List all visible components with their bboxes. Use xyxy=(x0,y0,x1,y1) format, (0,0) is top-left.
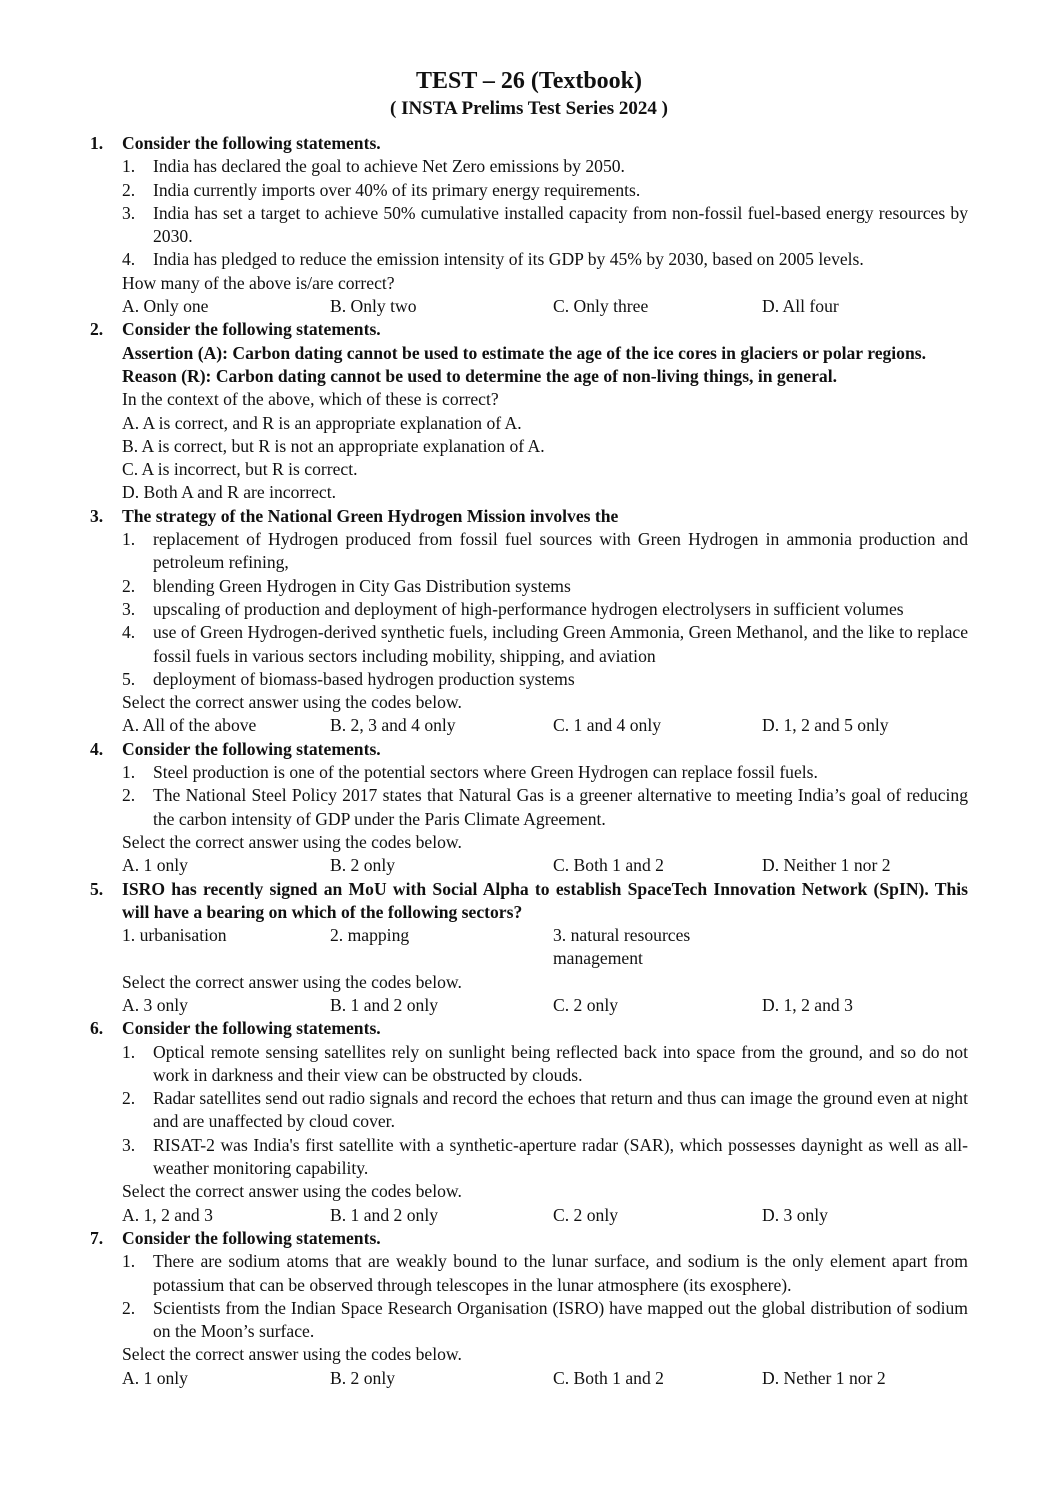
statement-text: Steel production is one of the potential sectors where Green Hydrogen can replace fossil fuels. xyxy=(153,762,818,783)
question-number: 4. xyxy=(90,738,104,759)
question-prompt: In the context of the above, which of these is correct? xyxy=(122,389,499,410)
statement xyxy=(122,1087,968,1134)
answer-option: D. Nether 1 nor 2 xyxy=(762,1367,886,1388)
answer-option: C. Both 1 and 2 xyxy=(553,1367,664,1388)
statement-text: Radar satellites send out radio signals and record the echoes that return and thus can image the ground even at night and are unaffected by cloud cover. xyxy=(153,1088,968,1132)
answer-option: A. 1 only xyxy=(122,1367,188,1388)
answer-option: D. All four xyxy=(762,296,839,317)
question-list xyxy=(90,132,968,1390)
statement-text: use of Green Hydrogen-derived synthetic fuels, including Green Ammonia, Green Methanol, and the like to replace fossil fuels in various sectors including mobility, shipping, and aviation xyxy=(153,622,968,666)
question-prompt: Select the correct answer using the codes below. xyxy=(122,971,462,992)
statement-text: Scientists from the Indian Space Research Organisation (ISRO) have mapped out the global distribution of sodium on the Moon’s surface. xyxy=(153,1297,968,1342)
answer-option: D. 1, 2 and 5 only xyxy=(762,715,889,736)
question-prompt: How many of the above is/are correct? xyxy=(122,272,395,293)
answer-option: B. 2 only xyxy=(330,855,396,876)
statement-number: 2. xyxy=(122,179,136,200)
statement xyxy=(122,1041,968,1088)
answer-options xyxy=(122,1367,968,1390)
statement xyxy=(122,528,968,575)
answer-option: C. Both 1 and 2 xyxy=(553,855,664,876)
statement-text: RISAT-2 was India's first satellite with a synthetic-aperture radar (SAR), which possesses daynight as well as all-weather monitoring capability. xyxy=(153,1134,968,1179)
inline-items xyxy=(122,924,968,971)
question-stem: ISRO has recently signed an MoU with Social Alpha to establish SpaceTech Innovation Network (SpIN). This will have a bearing on which of the following sectors? xyxy=(122,878,968,922)
statement-number: 1. xyxy=(122,1251,136,1272)
answer-option: D. Neither 1 nor 2 xyxy=(762,855,891,876)
question-number: 1. xyxy=(90,133,104,153)
answer-option: A. A is correct, and R is an appropriate explanation of A. xyxy=(122,412,522,433)
question-stem: The strategy of the National Green Hydrogen Mission involves the xyxy=(122,505,619,526)
statement-number: 2. xyxy=(122,1297,136,1318)
statement-number: 1. xyxy=(122,529,136,550)
statement-number: 1. xyxy=(122,156,136,177)
statement-number: 5. xyxy=(122,668,136,689)
answer-option: C. 2 only xyxy=(553,1204,619,1225)
question-stem: Consider the following statements. xyxy=(122,133,381,153)
question-stem: Consider the following statements. xyxy=(122,738,381,759)
question-1 xyxy=(90,132,968,318)
answer-option: D. Both A and R are incorrect. xyxy=(122,482,337,503)
inline-item: 1. urbanisation xyxy=(122,925,227,946)
statement-number: 2. xyxy=(122,1088,136,1109)
answer-option: B. 1 and 2 only xyxy=(330,994,439,1015)
question-7 xyxy=(90,1227,968,1390)
question-5 xyxy=(90,878,968,1018)
question-prompt: Select the correct answer using the codes below. xyxy=(122,831,462,852)
assertion: Assertion (A): Carbon dating cannot be used to estimate the age of the ice cores in glaciers or polar regions. xyxy=(122,342,927,363)
statement xyxy=(122,621,968,668)
answer-option: A. Only one xyxy=(122,296,209,317)
question-number: 5. xyxy=(90,878,104,899)
answer-options xyxy=(122,994,968,1017)
statement xyxy=(122,761,968,784)
answer-option: A. 1 only xyxy=(122,855,188,876)
question-6 xyxy=(90,1017,968,1227)
document-subtitle: ( INSTA Prelims Test Series 2024 ) xyxy=(390,98,668,119)
answer-option: B. A is correct, but R is not an appropriate explanation of A. xyxy=(122,435,545,456)
statement-number: 4. xyxy=(122,622,136,643)
answer-option: D. 1, 2 and 3 xyxy=(762,994,853,1015)
question-3 xyxy=(90,505,968,738)
inline-item: 2. mapping xyxy=(330,925,410,946)
statement-number: 3. xyxy=(122,598,136,619)
statement-text: blending Green Hydrogen in City Gas Distribution systems xyxy=(153,575,571,596)
answer-option: C. 1 and 4 only xyxy=(553,715,662,736)
statement xyxy=(122,179,968,202)
statement xyxy=(122,784,968,831)
statement xyxy=(122,1297,968,1344)
statement-number: 2. xyxy=(122,785,136,806)
question-prompt: Select the correct answer using the codes below. xyxy=(122,692,462,713)
statement xyxy=(122,575,968,598)
answer-option: B. Only two xyxy=(330,296,417,317)
statement xyxy=(122,155,968,178)
answer-option: C. 2 only xyxy=(553,994,619,1015)
question-prompt: Select the correct answer using the codes below. xyxy=(122,1181,462,1202)
document-title: TEST – 26 (Textbook) xyxy=(415,68,643,94)
answer-option: A. 1, 2 and 3 xyxy=(122,1204,213,1225)
answer-options xyxy=(122,1204,968,1227)
question-2 xyxy=(90,318,968,504)
statement-text: India currently imports over 40% of its primary energy requirements. xyxy=(153,179,641,200)
question-prompt: Select the correct answer using the codes below. xyxy=(122,1344,462,1365)
answer-option: D. 3 only xyxy=(762,1204,828,1225)
answer-option: C. A is incorrect, but R is correct. xyxy=(122,459,358,480)
statement-text: Optical remote sensing satellites rely on sunlight being reflected back into space from the ground, and so do not work in darkness and their view can be obstructed by clouds. xyxy=(153,1041,968,1085)
question-stem: Consider the following statements. xyxy=(122,1018,381,1039)
statement-text: deployment of biomass-based hydrogen production systems xyxy=(153,668,575,689)
statement xyxy=(122,1134,968,1181)
statement-number: 2. xyxy=(122,575,136,596)
answer-option: B. 2, 3 and 4 only xyxy=(330,715,456,736)
statement xyxy=(122,202,968,249)
reason: Reason (R): Carbon dating cannot be used to determine the age of non-living things, in general. xyxy=(122,365,838,386)
question-stem: Consider the following statements. xyxy=(122,319,381,340)
answer-options xyxy=(122,714,968,737)
statement xyxy=(122,248,968,271)
statement-text: India has pledged to reduce the emission intensity of its GDP by 45% by 2030, based on 2005 levels. xyxy=(153,249,864,270)
statement-number: 1. xyxy=(122,762,136,783)
statement-number: 3. xyxy=(122,202,136,223)
statement-text: There are sodium atoms that are weakly bound to the lunar surface, and sodium is the only element apart from potassium that can be observed through telescopes in the lunar atmosphere (its exosphere). xyxy=(153,1251,968,1295)
answer-option: B. 1 and 2 only xyxy=(330,1204,439,1225)
statement-text: The National Steel Policy 2017 states that Natural Gas is a greener alternative to meeting India’s goal of reducing the carbon intensity of GDP under the Paris Climate Agreement. xyxy=(153,785,968,829)
statement xyxy=(122,1250,968,1297)
answer-option: A. 3 only xyxy=(122,994,188,1015)
statement-text: replacement of Hydrogen produced from fossil fuel sources with Green Hydrogen in ammonia production and petroleum refining, xyxy=(153,529,968,573)
statement-text: upscaling of production and deployment of high-performance hydrogen electrolysers in sufficient volumes xyxy=(153,598,904,619)
statement-text: India has declared the goal to achieve Net Zero emissions by 2050. xyxy=(153,156,625,177)
statement-text: India has set a target to achieve 50% cumulative installed capacity from non-fossil fuel-based energy resources by 2030. xyxy=(153,202,968,247)
question-number: 3. xyxy=(90,505,104,526)
answer-options xyxy=(122,295,968,318)
statement xyxy=(122,668,968,691)
answer-option: C. Only three xyxy=(553,296,649,317)
statement-number: 3. xyxy=(122,1134,136,1155)
question-number: 2. xyxy=(90,319,104,340)
question-number: 7. xyxy=(90,1227,104,1248)
statement-number: 1. xyxy=(122,1041,136,1062)
answer-option: B. 2 only xyxy=(330,1367,396,1388)
inline-item: 3. natural resources management xyxy=(553,925,691,969)
statement-number: 4. xyxy=(122,249,136,270)
answer-options xyxy=(122,854,968,877)
question-stem: Consider the following statements. xyxy=(122,1227,381,1248)
question-4 xyxy=(90,738,968,878)
answer-option: A. All of the above xyxy=(122,715,257,736)
question-number: 6. xyxy=(90,1018,104,1039)
statement xyxy=(122,598,968,621)
